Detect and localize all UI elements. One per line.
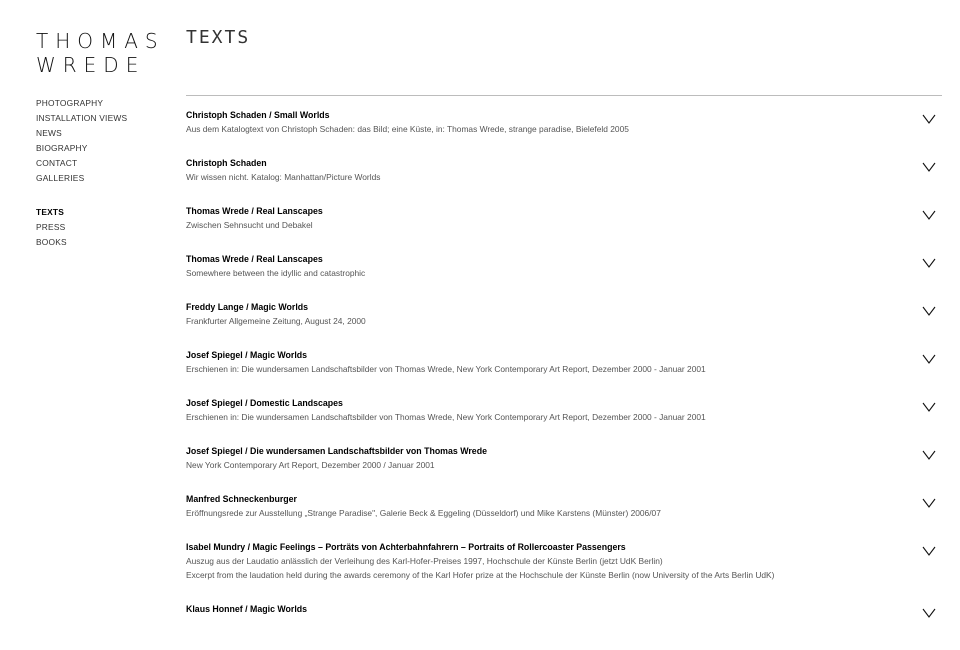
texts-list bbox=[186, 108, 942, 650]
main-nav bbox=[36, 96, 127, 250]
title-divider bbox=[186, 95, 942, 96]
nav-item-photography[interactable]: PHOTOGRAPHY bbox=[36, 98, 104, 108]
chevron-down-icon[interactable] bbox=[922, 402, 936, 412]
text-entry[interactable] bbox=[186, 540, 942, 602]
text-entry[interactable] bbox=[186, 444, 942, 492]
chevron-down-icon[interactable] bbox=[922, 210, 936, 220]
entry-description: Somewhere between the idyllic and catastrophic bbox=[186, 268, 366, 278]
entry-description: Frankfurter Allgemeine Zeitung, August 24, 2000 bbox=[186, 316, 366, 326]
entry-description: Excerpt from the laudation held during the awards ceremony of the Karl Hofer prize at the Hochschule der Künste Berlin (now University of the Arts Berlin UdK) bbox=[186, 570, 775, 580]
entry-description: Erschienen in: Die wundersamen Landschaftsbilder von Thomas Wrede, New York Contemporary Art Report, Dezember 2000 - Januar 2001 bbox=[186, 412, 706, 422]
chevron-down-icon[interactable] bbox=[922, 450, 936, 460]
chevron-down-icon[interactable] bbox=[922, 608, 936, 618]
page-title: TEXTS bbox=[186, 27, 251, 48]
chevron-down-icon[interactable] bbox=[922, 258, 936, 268]
entry-title[interactable]: Thomas Wrede / Real Lanscapes bbox=[186, 254, 323, 264]
chevron-down-icon[interactable] bbox=[922, 306, 936, 316]
entry-title[interactable]: Christoph Schaden bbox=[186, 158, 267, 168]
nav-item-books[interactable]: BOOKS bbox=[36, 237, 67, 247]
text-entry[interactable] bbox=[186, 252, 942, 300]
nav-item-press[interactable]: PRESS bbox=[36, 222, 66, 232]
entry-title[interactable]: Freddy Lange / Magic Worlds bbox=[186, 302, 309, 312]
nav-item-contact[interactable]: CONTACT bbox=[36, 158, 78, 168]
chevron-down-icon[interactable] bbox=[922, 546, 936, 556]
text-entry[interactable] bbox=[186, 396, 942, 444]
nav-item-texts[interactable]: TEXTS bbox=[36, 207, 64, 217]
text-entry[interactable] bbox=[186, 108, 942, 156]
chevron-down-icon[interactable] bbox=[922, 162, 936, 172]
entry-description: Wir wissen nicht. Katalog: Manhattan/Picture Worlds bbox=[186, 172, 381, 182]
entry-description: Aus dem Katalogtext von Christoph Schaden: das Bild; eine Küste, in: Thomas Wrede, strange paradise, Bielefeld 2005 bbox=[186, 124, 629, 134]
entry-title[interactable]: Josef Spiegel / Die wundersamen Landschaftsbilder von Thomas Wrede bbox=[186, 446, 487, 456]
text-entry[interactable] bbox=[186, 204, 942, 252]
entry-description: Zwischen Sehnsucht und Debakel bbox=[186, 220, 313, 230]
entry-description: New York Contemporary Art Report, Dezember 2000 / Januar 2001 bbox=[186, 460, 435, 470]
nav-primary bbox=[36, 96, 127, 186]
entry-description: Eröffnungsrede zur Ausstellung „Strange Paradise", Galerie Beck & Eggeling (Düsseldorf) und Mike Karstens (Münster) 2006/07 bbox=[186, 508, 661, 518]
entry-title[interactable]: Josef Spiegel / Domestic Landscapes bbox=[186, 398, 343, 408]
entry-title[interactable]: Thomas Wrede / Real Lanscapes bbox=[186, 206, 323, 216]
entry-description: Auszug aus der Laudatio anlässlich der Verleihung des Karl-Hofer-Preises 1997, Hochschule der Künste Berlin (jetzt UdK Berlin) bbox=[186, 556, 663, 566]
nav-item-biography[interactable]: BIOGRAPHY bbox=[36, 143, 88, 153]
nav-secondary bbox=[36, 205, 127, 250]
nav-item-galleries[interactable]: GALLERIES bbox=[36, 173, 85, 183]
nav-item-news[interactable]: NEWS bbox=[36, 128, 62, 138]
text-entry[interactable] bbox=[186, 300, 942, 348]
text-entry[interactable] bbox=[186, 492, 942, 540]
text-entry[interactable] bbox=[186, 348, 942, 396]
entry-description: Erschienen in: Die wundersamen Landschaftsbilder von Thomas Wrede, New York Contemporary Art Report, Dezember 2000 - Januar 2001 bbox=[186, 364, 706, 374]
entry-title[interactable]: Josef Spiegel / Magic Worlds bbox=[186, 350, 308, 360]
chevron-down-icon[interactable] bbox=[922, 114, 936, 124]
text-entry[interactable] bbox=[186, 156, 942, 204]
entry-title[interactable]: Christoph Schaden / Small Worlds bbox=[186, 110, 330, 120]
logo-line-1: THOMAS bbox=[36, 29, 165, 53]
site-logo[interactable] bbox=[36, 29, 165, 77]
logo-line-2: WREDE bbox=[36, 53, 146, 77]
entry-title[interactable]: Isabel Mundry / Magic Feelings – Porträts von Achterbahnfahrern – Portraits of Rollercoaster Passengers bbox=[186, 542, 626, 552]
nav-item-installation-views[interactable]: INSTALLATION VIEWS bbox=[36, 113, 128, 123]
entry-title[interactable]: Klaus Honnef / Magic Worlds bbox=[186, 604, 308, 614]
text-entry[interactable] bbox=[186, 602, 942, 650]
chevron-down-icon[interactable] bbox=[922, 354, 936, 364]
chevron-down-icon[interactable] bbox=[922, 498, 936, 508]
entry-title[interactable]: Manfred Schneckenburger bbox=[186, 494, 297, 504]
